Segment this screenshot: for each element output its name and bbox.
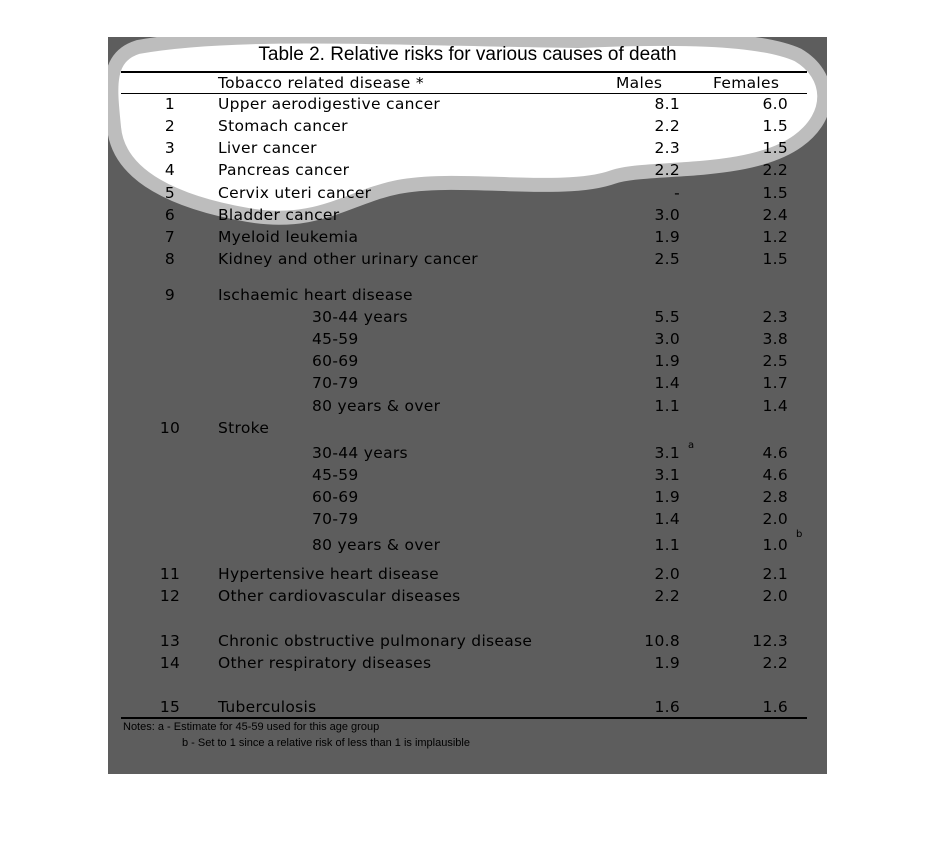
row-number: 8: [164, 250, 176, 268]
row-females-value: 1.6: [762, 698, 788, 716]
header-females: Females: [713, 74, 780, 92]
row-disease: Liver cancer: [218, 139, 317, 157]
row-number: 15: [159, 698, 181, 716]
row-males-value: 1.9: [654, 488, 680, 506]
top-rule: [121, 71, 807, 73]
row-females-value: 2.0: [762, 510, 788, 528]
row-disease: Kidney and other urinary cancer: [218, 250, 478, 268]
row-disease: Hypertensive heart disease: [218, 565, 439, 583]
age-group-label: 45-59: [312, 466, 359, 484]
age-group-label: 60-69: [312, 488, 359, 506]
row-females-value: 4.6: [762, 466, 788, 484]
row-males-value: 3.0: [654, 206, 680, 224]
footnote-marker-a: a: [688, 440, 695, 451]
row-females-value: 2.2: [762, 654, 788, 672]
row-number: 7: [164, 228, 176, 246]
row-males-value: 3.0: [654, 330, 680, 348]
age-group-label: 45-59: [312, 330, 359, 348]
row-males-value: 1.1: [654, 536, 680, 554]
table-panel: [108, 37, 827, 774]
row-males-value: 1.1: [654, 397, 680, 415]
row-females-value: 1.0: [762, 536, 788, 554]
table-title: Table 2. Relative risks for various causes of death: [258, 44, 677, 65]
row-number: 5: [164, 184, 176, 202]
row-males-value: 1.4: [654, 374, 680, 392]
row-females-value: 4.6: [762, 444, 788, 462]
row-females-value: 1.2: [762, 228, 788, 246]
note-a: Notes: a - Estimate for 45-59 used for this age group: [123, 721, 380, 733]
row-disease: Chronic obstructive pulmonary disease: [218, 632, 533, 650]
row-males-value: 1.9: [654, 654, 680, 672]
row-disease: Ischaemic heart disease: [218, 286, 413, 304]
row-males-value: 8.1: [654, 95, 680, 113]
row-males-value: 2.2: [654, 587, 680, 605]
row-males-value: 3.1: [654, 466, 680, 484]
note-b: b - Set to 1 since a relative risk of less than 1 is implausible: [182, 737, 470, 749]
row-females-value: 12.3: [752, 632, 788, 650]
row-males-value: 2.5: [654, 250, 680, 268]
row-females-value: 6.0: [762, 95, 788, 113]
row-females-value: 1.7: [762, 374, 788, 392]
row-females-value: 2.8: [762, 488, 788, 506]
row-females-value: 1.5: [762, 184, 788, 202]
footnote-marker-b: b: [796, 529, 803, 540]
row-disease: Cervix uteri cancer: [218, 184, 372, 202]
row-number: 10: [159, 419, 181, 437]
row-males-value: 5.5: [654, 308, 680, 326]
age-group-label: 80 years & over: [312, 397, 441, 415]
age-group-label: 70-79: [312, 510, 359, 528]
row-number: 3: [164, 139, 176, 157]
row-males-value: 1.4: [654, 510, 680, 528]
row-females-value: 2.1: [762, 565, 788, 583]
row-males-value: 10.8: [644, 632, 680, 650]
row-females-value: 2.0: [762, 587, 788, 605]
row-disease: Pancreas cancer: [218, 161, 350, 179]
age-group-label: 70-79: [312, 374, 359, 392]
row-females-value: 1.4: [762, 397, 788, 415]
header-disease: Tobacco related disease *: [218, 74, 424, 92]
row-males-value: 2.2: [654, 117, 680, 135]
header-males: Males: [616, 74, 663, 92]
row-number: 4: [164, 161, 176, 179]
row-disease: Myeloid leukemia: [218, 228, 359, 246]
row-disease: Bladder cancer: [218, 206, 340, 224]
row-number: 13: [159, 632, 181, 650]
row-females-value: 2.4: [762, 206, 788, 224]
row-males-value: 1.9: [654, 352, 680, 370]
row-number: 9: [164, 286, 176, 304]
age-group-label: 30-44 years: [312, 308, 408, 326]
row-disease: Other cardiovascular diseases: [218, 587, 461, 605]
row-males-value: 1.9: [654, 228, 680, 246]
row-disease: Other respiratory diseases: [218, 654, 432, 672]
row-disease: Tuberculosis: [218, 698, 317, 716]
header-rule: [121, 93, 807, 94]
row-disease: Upper aerodigestive cancer: [218, 95, 441, 113]
row-number: 12: [159, 587, 181, 605]
row-females-value: 1.5: [762, 117, 788, 135]
row-males-value: 2.0: [654, 565, 680, 583]
bottom-rule: [121, 717, 807, 719]
row-number: 1: [164, 95, 176, 113]
row-females-value: 2.3: [762, 308, 788, 326]
row-number: 11: [159, 565, 181, 583]
row-females-value: 1.5: [762, 250, 788, 268]
age-group-label: 30-44 years: [312, 444, 408, 462]
row-males-value: 1.6: [654, 698, 680, 716]
row-number: 6: [164, 206, 176, 224]
row-males-value: -: [674, 184, 680, 202]
row-disease: Stroke: [218, 419, 270, 437]
row-females-value: 2.2: [762, 161, 788, 179]
age-group-label: 80 years & over: [312, 536, 441, 554]
row-females-value: 2.5: [762, 352, 788, 370]
row-males-value: 3.1: [654, 444, 680, 462]
row-females-value: 3.8: [762, 330, 788, 348]
row-females-value: 1.5: [762, 139, 788, 157]
row-disease: Stomach cancer: [218, 117, 348, 135]
age-group-label: 60-69: [312, 352, 359, 370]
row-number: 2: [164, 117, 176, 135]
row-males-value: 2.2: [654, 161, 680, 179]
row-number: 14: [159, 654, 181, 672]
row-males-value: 2.3: [654, 139, 680, 157]
